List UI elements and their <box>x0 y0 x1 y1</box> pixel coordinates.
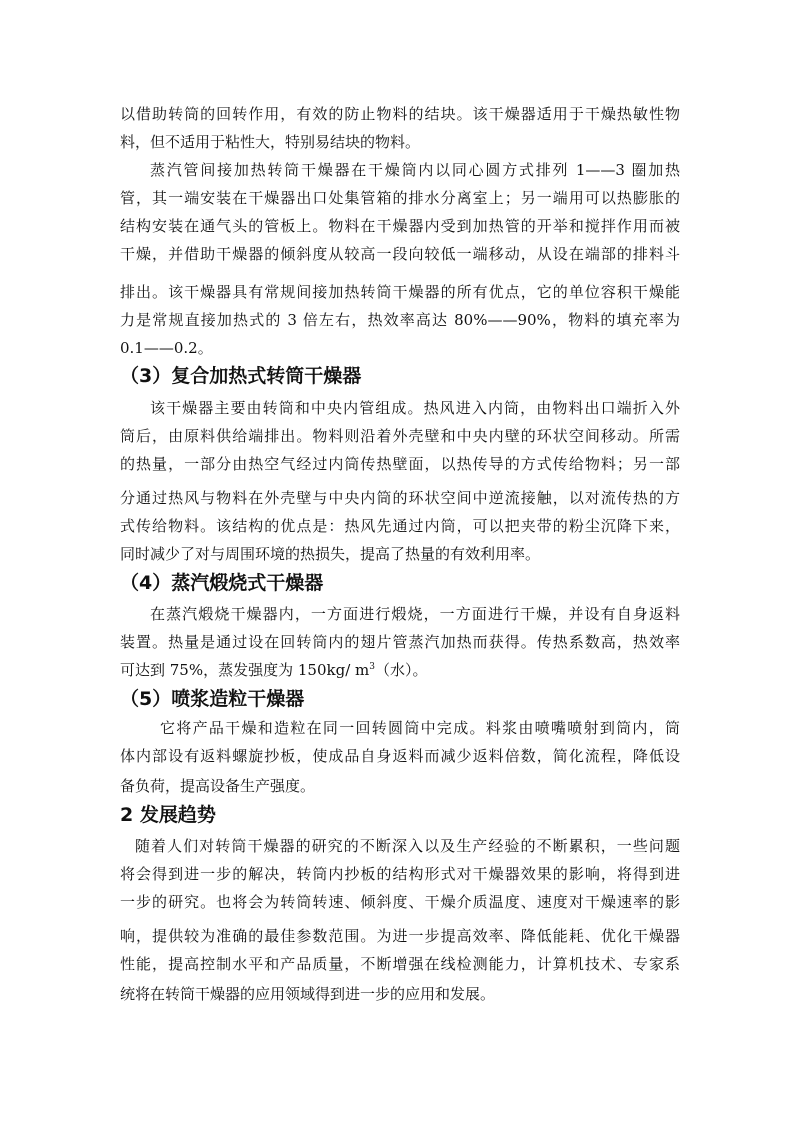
body-text-line: 以借助转筒的回转作用，有效的防止物料的结块。该干燥器适用于干燥热敏性物 <box>120 105 680 123</box>
body-text-line: 干燥，并借助干燥器的倾斜度从较高一段向较低一端移动，从设在端部的排料斗 <box>120 245 680 263</box>
evaporation-rate-text: 可达到 75%，蒸发强度为 150kg/ <box>120 661 356 679</box>
body-text-line: 的热量，一部分由热空气经过内筒传热壁面，以热传导的方式传给物料；另一部 <box>120 455 680 473</box>
body-text-line: 将会得到进一步的解决，转筒内抄板的结构形式对干燥器效果的影响，将得到进 <box>120 865 680 883</box>
unit-superscript: 3 <box>369 662 375 672</box>
section-heading: （5）喷浆造粒干燥器 <box>120 688 305 710</box>
body-text-line: 体内部设有返料螺旋抄板，使成品自身返料而减少返料倍数，简化流程，降低设 <box>120 747 680 765</box>
body-text-line <box>120 660 680 680</box>
body-text-line: 筒后，由原料供给端排出。物料则沿着外壳壁和中央内壁的环状空间移动。所需 <box>120 427 680 445</box>
body-text-line: 随着人们对转筒干燥器的研究的不断深入以及生产经验的不断累积，一些问题 <box>135 837 680 855</box>
body-text-line: 0.1——0.2。 <box>120 339 213 357</box>
unit-symbol: m <box>355 661 370 679</box>
body-text-line: 式传给物料。该结构的优点是：热风先通过内筒，可以把夹带的粉尘沉降下来， <box>120 517 680 535</box>
body-text-line: 一步的研究。也将会为转筒转速、倾斜度、干燥介质温度、速度对干燥速率的影 <box>120 893 680 911</box>
body-text-line: 在蒸汽煅烧干燥器内，一方面进行煅烧，一方面进行干燥，并设有自身返料 <box>150 605 680 623</box>
body-text-line: 响，提供较为准确的最佳参数范围。为进一步提高效率、降低能耗、优化干燥器 <box>120 927 680 945</box>
body-text-line: 统将在转筒干燥器的应用领域得到进一步的应用和发展。 <box>120 985 496 1003</box>
body-text-line: 料，但不适用于粘性大，特别易结块的物料。 <box>120 133 421 151</box>
body-text-line: 分通过热风与物料在外壳壁与中央内筒的环状空间中逆流接触，以对流传热的方 <box>120 489 680 507</box>
section-heading: 2 发展趋势 <box>120 804 216 826</box>
body-text-line: 性能，提高控制水平和产品质量，不断增强在线检测能力，计算机技术、专家系 <box>120 955 680 973</box>
body-text-line: 它将产品干燥和造粒在同一回转圆筒中完成。料浆由喷嘴喷射到筒内，筒 <box>160 719 680 737</box>
body-text-line: 装置。热量是通过设在回转筒内的翅片管蒸汽加热而获得。传热系数高，热效率 <box>120 633 680 651</box>
unit-note: （水）。 <box>375 661 428 679</box>
section-heading: （3）复合加热式转筒干燥器 <box>120 365 362 387</box>
body-text-line: 管，其一端安装在干燥器出口处集管箱的排水分离室上；另一端用可以热膨胀的 <box>120 189 680 207</box>
body-text-line: 该干燥器主要由转筒和中央内管组成。热风进入内筒，由物料出口端折入外 <box>150 399 680 417</box>
body-text-line: 同时减少了对与周围环境的热损失，提高了热量的有效利用率。 <box>120 545 541 563</box>
body-text-line: 力是常规直接加热式的 3 倍左右，热效率高达 80%——90%，物料的填充率为 <box>120 311 680 329</box>
section-heading: （4）蒸汽煅烧式干燥器 <box>120 572 324 594</box>
body-text-line: 结构安装在通气头的管板上。物料在干燥器内受到加热管的开举和搅拌作用而被 <box>120 217 680 235</box>
body-text-line: 备负荷，提高设备生产强度。 <box>120 777 316 795</box>
body-text-line: 排出。该干燥器具有常规间接加热转筒干燥器的所有优点，它的单位容积干燥能 <box>120 283 680 301</box>
body-text-line: 蒸汽管间接加热转筒干燥器在干燥筒内以同心圆方式排列 1——3 圈加热 <box>150 161 680 179</box>
